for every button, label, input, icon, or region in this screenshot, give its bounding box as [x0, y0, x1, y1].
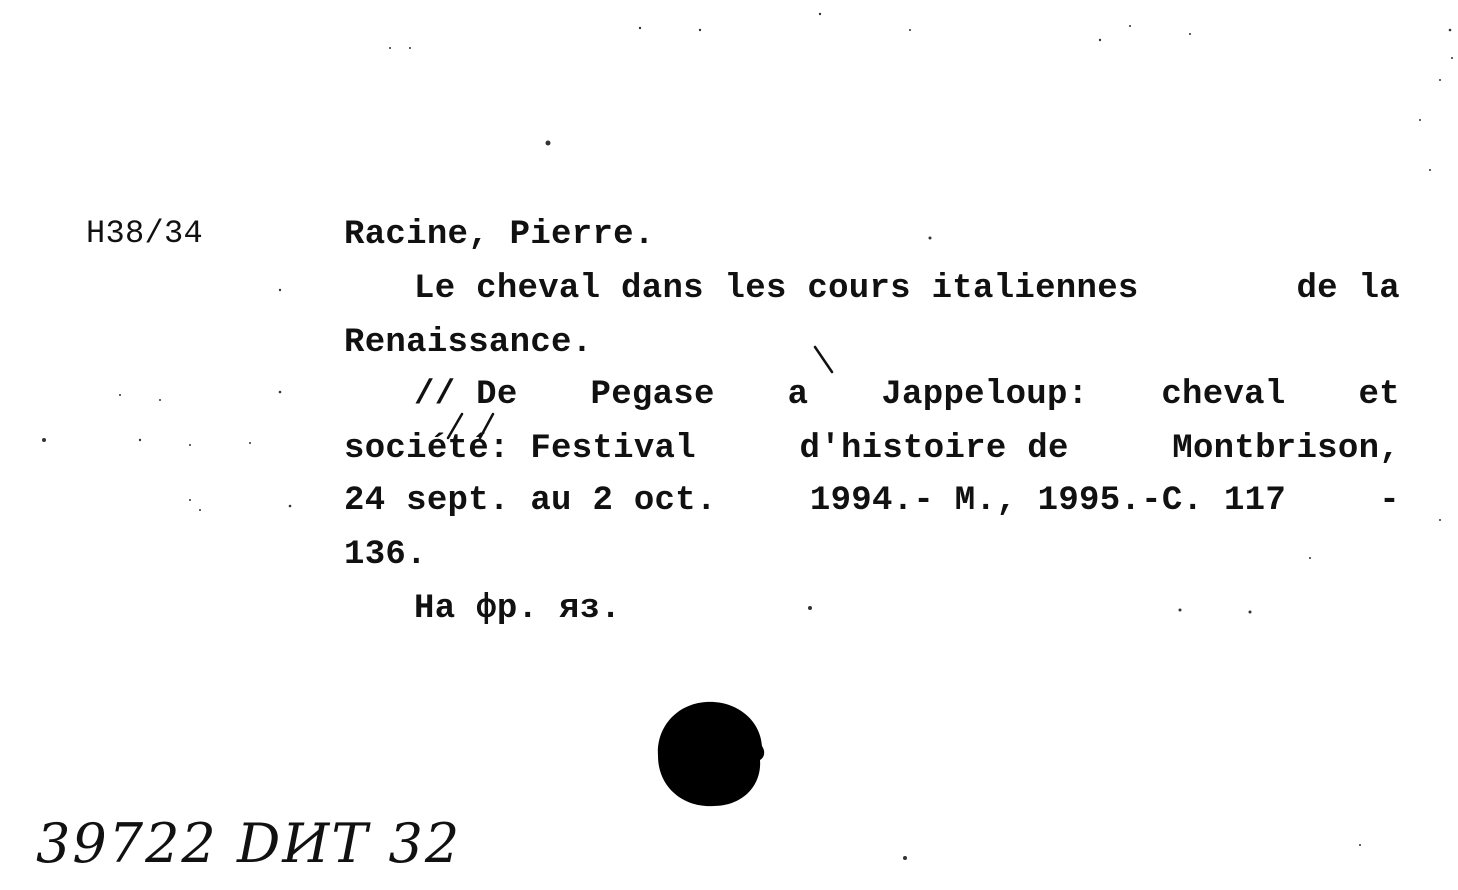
- source-line-1: [414, 378, 1400, 412]
- source-word: a: [787, 376, 809, 414]
- source-word: 1994.- M., 1995.-C. 117: [809, 482, 1287, 520]
- source-word: cheval: [1161, 376, 1286, 414]
- title-line-2: Renaissance.: [344, 324, 593, 362]
- source-word: -: [1379, 482, 1400, 520]
- title-text: Le cheval dans les cours italiennes: [414, 270, 1139, 308]
- source-word: Jappeloup:: [881, 376, 1089, 414]
- language-note: На фр. яз.: [414, 590, 622, 628]
- author: Racine, Pierre.: [344, 216, 655, 254]
- source-word: d'histoire de: [799, 430, 1069, 468]
- handwritten-inventory-number: 39722 DИТ 32: [36, 812, 462, 875]
- source-line-3: [344, 484, 1400, 518]
- source-line-4: 136.: [344, 536, 427, 574]
- source-line-2: [344, 432, 1400, 466]
- title-line-1: [414, 272, 1400, 306]
- punch-hole: [656, 700, 766, 810]
- source-word: 24 sept. au 2 oct.: [344, 482, 717, 520]
- source-word: Pegase: [590, 376, 715, 414]
- shelf-code: H38/34: [86, 215, 204, 252]
- title-text-end: de la: [1296, 270, 1400, 308]
- source-word: et: [1358, 376, 1400, 414]
- source-word: Montbrison,: [1172, 430, 1400, 468]
- source-word: // De: [414, 376, 518, 414]
- source-word: société: Festival: [344, 430, 696, 468]
